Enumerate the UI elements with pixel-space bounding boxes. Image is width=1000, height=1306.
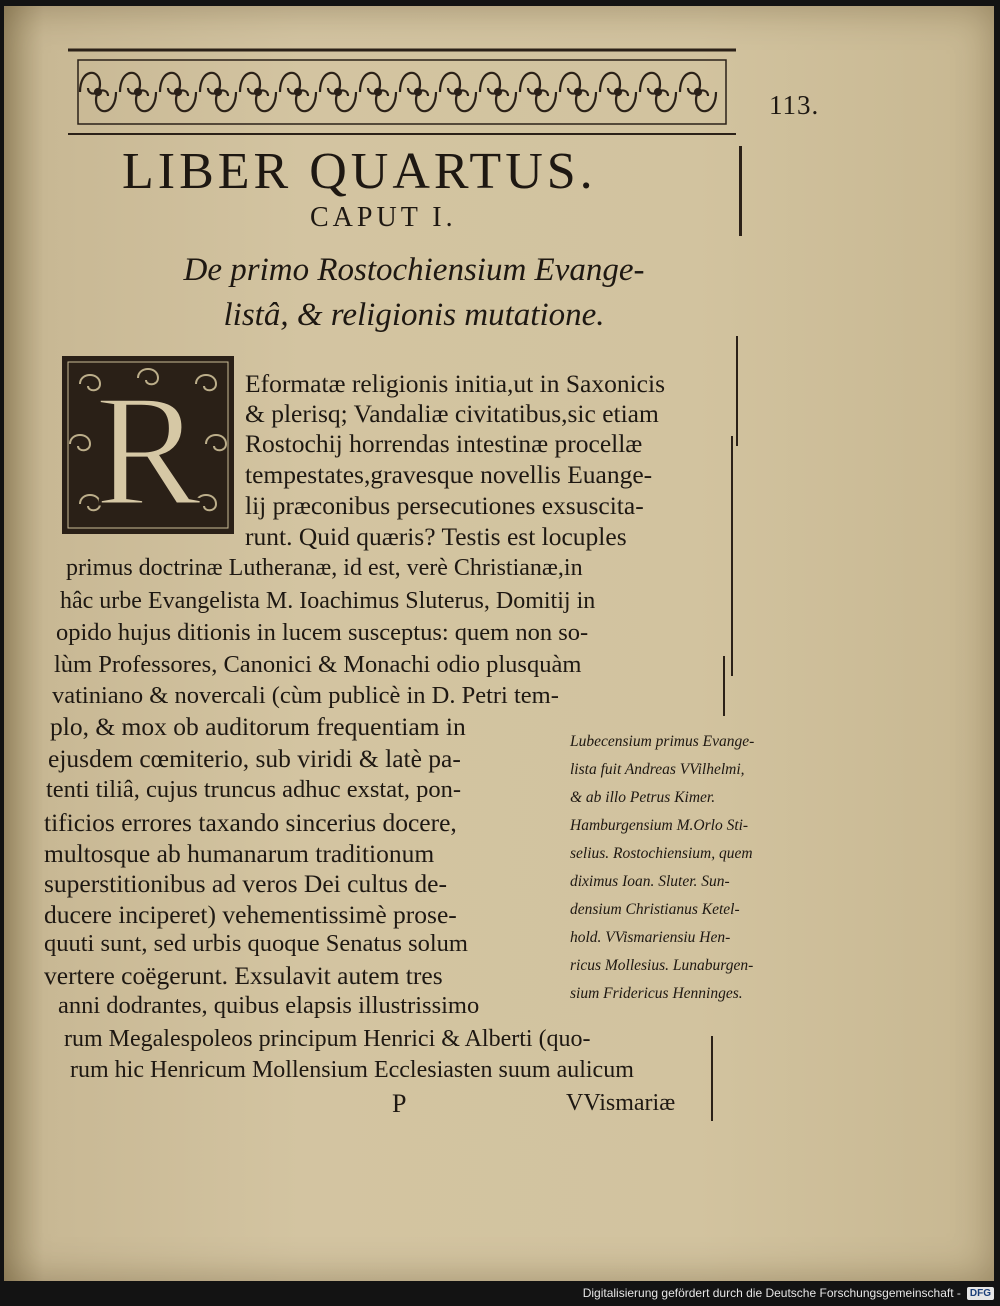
body-line: multosque ab humanarum traditionum xyxy=(44,839,435,868)
chapter-title-line: De primo Rostochiensium Evange- xyxy=(183,252,645,288)
credit-text: Digitalisierung gefördert durch die Deutsche Forschungsgemeinschaft - xyxy=(582,1286,961,1300)
body-line: hâc urbe Evangelista M. Ioachimus Sluterus, Domitij in xyxy=(60,588,596,614)
margin-note-line: Lubecensium primus Evange- xyxy=(570,733,755,750)
body-line: quuti sunt, sed urbis quoque Senatus solum xyxy=(44,930,468,957)
margin-note-line: densium Christianus Ketel- xyxy=(570,901,740,918)
body-line: lij præconibus persecutiones exsuscita- xyxy=(245,491,644,520)
margin-rule xyxy=(723,656,725,716)
body-line: primus doctrinæ Lutheranæ, id est, verè Christianæ,in xyxy=(66,555,583,581)
book-page xyxy=(4,6,994,1281)
body-line: ejusdem cœmiterio, sub viridi & latè pa- xyxy=(48,744,461,773)
margin-rule xyxy=(736,336,738,446)
ornamental-headpiece xyxy=(68,46,736,140)
body-line: & plerisq; Vandaliæ civitatibus,sic etiam xyxy=(245,399,659,428)
chapter-title xyxy=(114,248,714,338)
catchword: VVismariæ xyxy=(566,1090,676,1116)
body-line: tenti tiliâ, cujus truncus adhuc exstat, pon- xyxy=(46,776,462,803)
body-line: tificios errores taxando sincerius docere, xyxy=(44,808,457,837)
vertical-rule xyxy=(739,146,742,236)
body-line: Eformatæ religionis initia,ut in Saxonicis xyxy=(245,369,665,398)
drop-cap-letter: R xyxy=(94,361,202,536)
dfg-logo: DFG xyxy=(967,1287,994,1300)
body-line: ducere inciperet) vehementissimè prose- xyxy=(44,900,457,929)
margin-rule xyxy=(731,436,733,676)
body-line: Rostochij horrendas intestinæ procellæ xyxy=(245,429,643,458)
page-number: 113. xyxy=(769,90,820,120)
body-line: plo, & mox ob auditorum frequentiam in xyxy=(50,712,466,741)
margin-note-line: Hamburgensium M.Orlo Sti- xyxy=(570,817,749,834)
margin-note-line: sium Fridericus Henninges. xyxy=(570,985,743,1002)
body-line: anni dodrantes, quibus elapsis illustrissimo xyxy=(58,992,480,1019)
margin-note-line: selius. Rostochiensium, quem xyxy=(570,845,753,862)
body-line: rum hic Henricum Mollensium Ecclesiasten suum aulicum xyxy=(70,1057,634,1083)
body-line: vatiniano & novercali (cùm publicè in D. Petri tem- xyxy=(52,682,559,709)
margin-note-line: ricus Mollesius. Lunaburgen- xyxy=(570,957,754,974)
margin-note-line: diximus Ioan. Sluter. Sun- xyxy=(570,873,730,890)
book-title: LIBER QUARTUS. xyxy=(122,143,597,200)
body-line: opido hujus ditionis in lucem susceptus: quem non so- xyxy=(56,619,589,646)
body-line: superstitionibus ad veros Dei cultus de- xyxy=(44,869,447,898)
margin-rule xyxy=(711,1036,713,1121)
signature-mark: P xyxy=(392,1089,407,1118)
body-line: tempestates,gravesque novellis Euange- xyxy=(245,460,653,489)
digitization-credit xyxy=(583,1282,994,1304)
body-line: vertere coëgerunt. Exsulavit autem tres xyxy=(44,961,443,990)
chapter-title-line: listâ, & religionis mutatione. xyxy=(223,297,605,333)
margin-note-line: & ab illo Petrus Kimer. xyxy=(570,789,716,806)
margin-note-line: hold. VVismariensiu Hen- xyxy=(570,929,731,946)
body-line: rum Megalespoleos principum Henrici & Alberti (quo- xyxy=(64,1026,591,1052)
decorated-initial xyxy=(60,354,236,536)
chapter-heading: CAPUT I. xyxy=(310,202,457,233)
margin-note-line: lista fuit Andreas VVilhelmi, xyxy=(570,761,745,778)
body-line: runt. Quid quæris? Testis est locuples xyxy=(245,522,627,551)
body-line: lùm Professores, Canonici & Monachi odio plusquàm xyxy=(54,651,582,678)
